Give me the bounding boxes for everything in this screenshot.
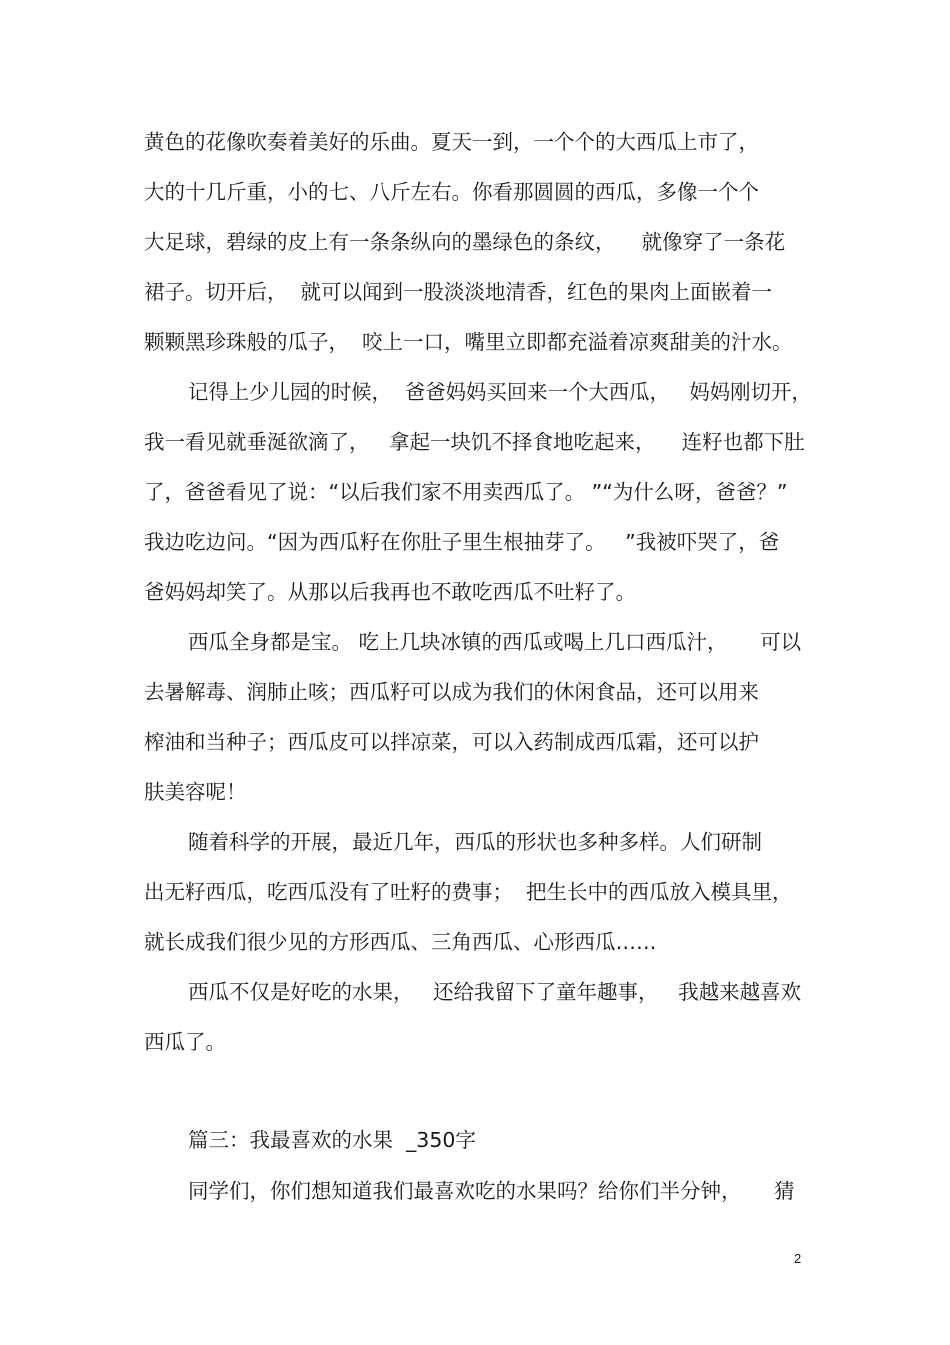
text-line: 出无籽西瓜，吃西瓜没有了吐籽的费事； 把生长中的西瓜放入模具里， <box>144 880 793 904</box>
text-line: 黄色的花像吹奏着美好的乐曲。夏天一到，一个个的大西瓜上市了， <box>144 130 759 154</box>
text-line: 我边吃边问。“因为西瓜籽在你肚子里生根抽芽了。 ”我被吓哭了，爸 <box>144 530 780 554</box>
paragraph-start-line: 记得上少儿园的时候， 爸爸妈妈买回来一个大西瓜， 妈妈刚切开， <box>188 380 812 404</box>
paragraph-start-line: 随着科学的开展，最近几年，西瓜的形状也多种多样。人们研制 <box>188 830 762 854</box>
paragraph-start-line: 同学们，你们想知道我们最喜欢吃的水果吗？给你们半分钟， 猜 <box>188 1179 795 1203</box>
text-line: 爸妈妈却笑了。从那以后我再也不敢吃西瓜不吐籽了。 <box>144 580 636 604</box>
text-line: 颗颗黑珍珠般的瓜子， 咬上一口，嘴里立即都充溢着凉爽甜美的汁水。 <box>144 330 793 354</box>
text-line: 就长成我们很少见的方形西瓜、三角西瓜、心形西瓜…… <box>144 930 657 954</box>
text-line: 大足球，碧绿的皮上有一条条纵向的墨绿色的条纹， 就像穿了一条花 <box>144 230 786 254</box>
text-line: 了，爸爸看见了说：“以后我们家不用卖西瓜了。 ”“为什么呀，爸爸？” <box>144 480 788 504</box>
text-line: 我一看见就垂涎欲滴了， 拿起一块饥不择食地吃起来， 连籽也都下肚 <box>144 430 805 454</box>
page-number: 2 <box>794 1251 802 1266</box>
paragraph-start-line: 西瓜全身都是宝。 吃上几块冰镇的西瓜或喝上几口西瓜汁， 可以 <box>188 630 802 654</box>
text-line: 去暑解毒、润肺止咳；西瓜籽可以成为我们的休闲食品，还可以用来 <box>144 680 759 704</box>
text-line: 大的十几斤重，小的七、八斤左右。你看那圆圆的西瓜，多像一个个 <box>144 180 759 204</box>
text-line: 西瓜了。 <box>144 1030 226 1054</box>
text-line: 榨油和当种子；西瓜皮可以拌凉菜，可以入药制成西瓜霜，还可以护 <box>144 730 759 754</box>
section-heading: 篇三：我最喜欢的水果 _350字 <box>188 1128 476 1152</box>
text-line: 裙子。切开后， 就可以闻到一股淡淡地清香，红色的果肉上面嵌着一 <box>144 280 773 304</box>
paragraph-start-line: 西瓜不仅是好吃的水果， 还给我留下了童年趣事， 我越来越喜欢 <box>188 980 802 1004</box>
text-line: 肤美容呢！ <box>144 780 247 804</box>
